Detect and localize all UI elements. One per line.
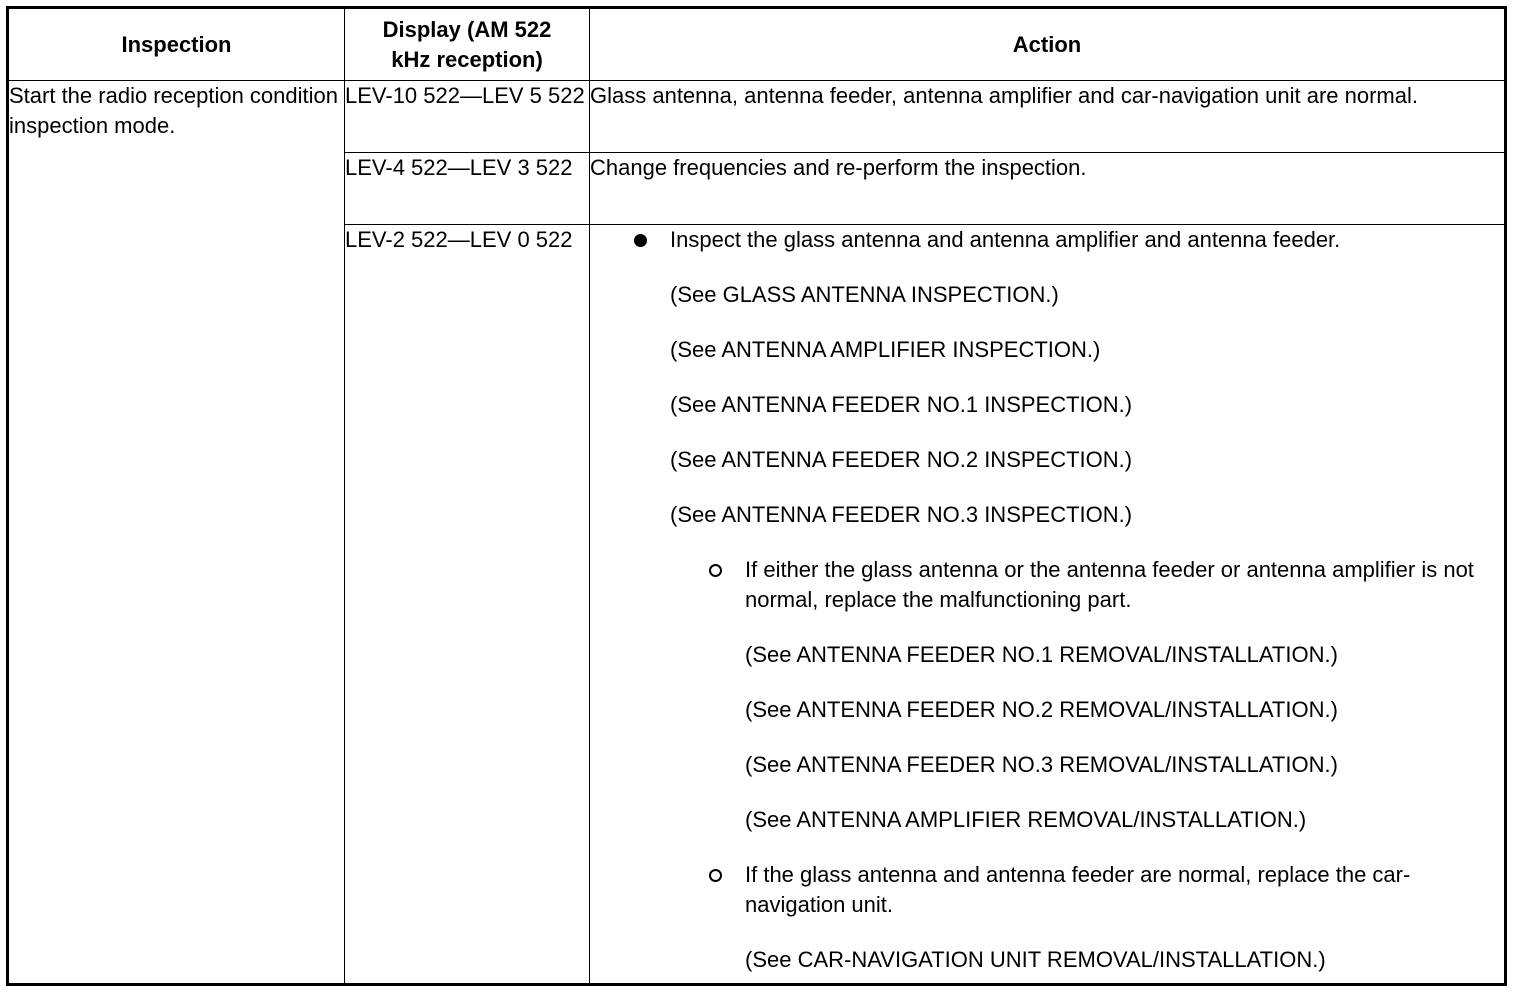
table-row [8, 81, 1506, 153]
header-row [8, 8, 1506, 81]
display-cell: LEV-2 522—LEV 0 522 [345, 225, 590, 985]
bullet-text: Inspect the glass antenna and antenna amplifier and antenna feeder. [670, 227, 1341, 252]
reference-text: (See GLASS ANTENNA INSPECTION.) [670, 282, 1059, 307]
sub-bullet [590, 555, 1504, 615]
reference-text: (See CAR-NAVIGATION UNIT REMOVAL/INSTALLATION.) [745, 947, 1326, 972]
reference-text: (See ANTENNA FEEDER NO.2 INSPECTION.) [670, 447, 1133, 472]
header-display: Display (AM 522 kHz reception) [345, 8, 590, 81]
action-cell: Glass antenna, antenna feeder, antenna amplifier and car-navigation unit are normal. [590, 81, 1506, 153]
sub-bullet-text: If either the glass antenna or the antenna feeder or antenna amplifier is not normal, replace the malfunctioning part. [745, 557, 1474, 612]
action-cell: Change frequencies and re-perform the inspection. [590, 153, 1506, 225]
header-action: Action [590, 8, 1506, 81]
circle-bullet-icon [709, 564, 722, 577]
inspection-table [6, 6, 1507, 986]
circle-bullet-icon [709, 869, 722, 882]
sub-bullet [590, 860, 1504, 920]
reference-text: (See ANTENNA FEEDER NO.3 INSPECTION.) [670, 502, 1133, 527]
bullet-icon [634, 234, 647, 247]
header-inspection: Inspection [8, 8, 345, 81]
reference-text: (See ANTENNA FEEDER NO.1 INSPECTION.) [670, 392, 1133, 417]
reference-text: (See ANTENNA AMPLIFIER INSPECTION.) [670, 337, 1101, 362]
reference-text: (See ANTENNA AMPLIFIER REMOVAL/INSTALLATION.) [745, 807, 1307, 832]
action-cell [590, 225, 1506, 985]
sub-bullet-text: If the glass antenna and antenna feeder are normal, replace the car-navigation unit. [745, 862, 1411, 917]
display-cell: LEV-10 522—LEV 5 522 [345, 81, 590, 153]
reference-text: (See ANTENNA FEEDER NO.3 REMOVAL/INSTALLATION.) [745, 752, 1338, 777]
reference-text: (See ANTENNA FEEDER NO.2 REMOVAL/INSTALLATION.) [745, 697, 1338, 722]
action-bullet [590, 225, 1504, 255]
reference-text: (See ANTENNA FEEDER NO.1 REMOVAL/INSTALLATION.) [745, 642, 1338, 667]
inspection-cell: Start the radio reception condition inspection mode. [8, 81, 345, 985]
display-cell: LEV-4 522—LEV 3 522 [345, 153, 590, 225]
